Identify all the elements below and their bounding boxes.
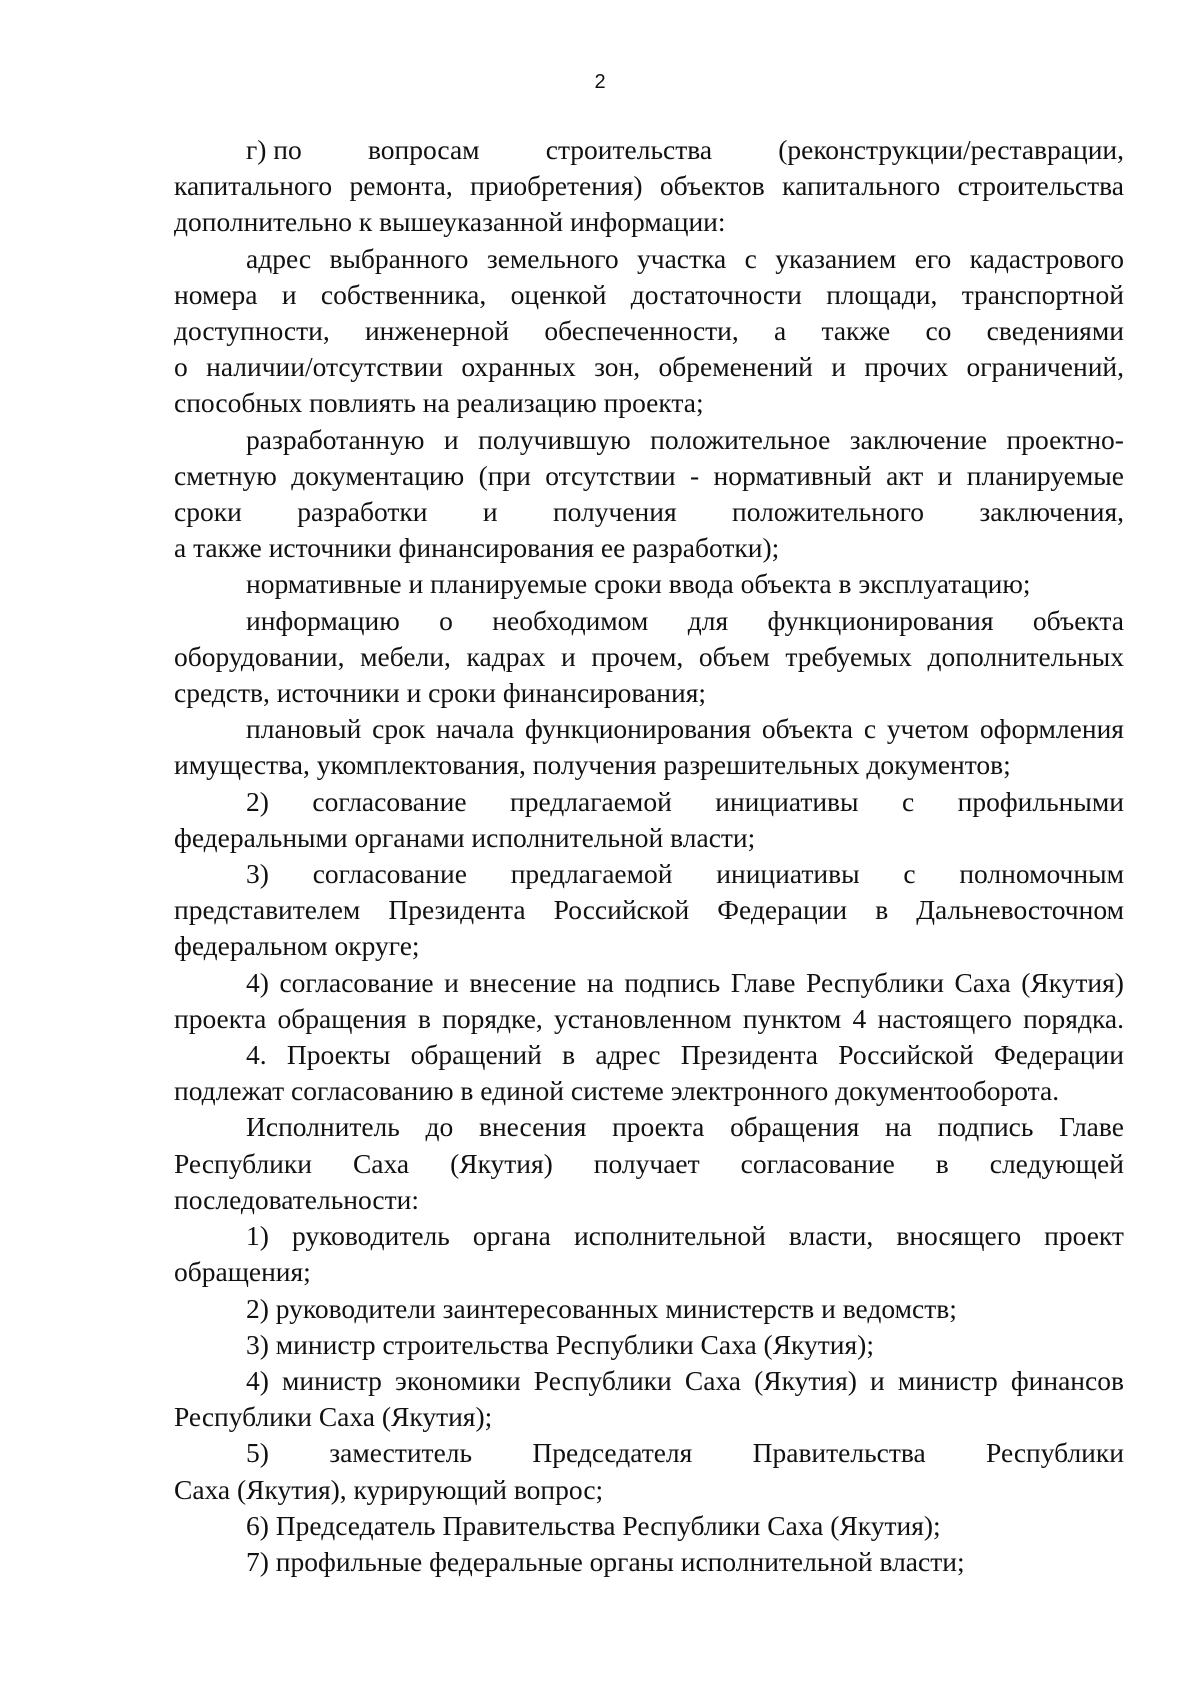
word: с — [744, 242, 757, 274]
word: оборудовании, — [174, 640, 345, 672]
word: его — [914, 242, 952, 274]
page-number: 2 — [594, 71, 606, 93]
word: вопросам — [367, 134, 480, 165]
text-line: имущества, укомплектования, получения разрешительных документов; — [174, 749, 1011, 781]
list-item-2-federal-agencies — [174, 784, 1124, 856]
word: ремонта, — [349, 170, 453, 202]
word: Республики — [533, 1364, 672, 1396]
word: акт — [886, 459, 924, 491]
text-line: 6) Председатель Правительства Республики Саха (Якутия); — [246, 1509, 941, 1541]
word: инициативы — [716, 858, 860, 890]
word: обращения — [277, 1002, 407, 1034]
word: - — [690, 459, 700, 491]
word: 2) — [246, 785, 269, 817]
text-line: дополнительно к вышеуказанной информации: — [174, 206, 726, 238]
word: обращения — [730, 1111, 860, 1143]
word: Главе — [730, 966, 796, 998]
word: охранных — [461, 351, 576, 383]
word: с — [901, 785, 915, 817]
word: приобретения) — [470, 170, 643, 202]
word: Федерации — [717, 894, 848, 926]
word: (при — [478, 459, 531, 491]
word: обременений — [658, 351, 813, 383]
word: оформления — [979, 713, 1124, 745]
word: Президента — [680, 1039, 818, 1071]
word: Федерации — [994, 1039, 1124, 1071]
word: обращений — [410, 1039, 542, 1071]
word: (Якутия) — [754, 1364, 857, 1396]
paragraph-planned-start — [174, 711, 1124, 783]
text-line: 2) руководители заинтересованных министерств и ведомств; — [246, 1292, 957, 1324]
word: заключение — [849, 423, 988, 455]
text-line — [174, 277, 1124, 313]
word: кадастрового — [969, 242, 1124, 274]
word: порядке, — [442, 1002, 543, 1034]
text-line: федеральными органами исполнительной власти; — [174, 821, 756, 853]
word: Президента — [388, 894, 526, 926]
word: инженерной — [364, 315, 510, 347]
word: с — [863, 713, 877, 745]
word: собственника, — [320, 278, 487, 310]
approval-item-3 — [174, 1327, 1124, 1363]
text-line — [174, 1109, 1124, 1145]
word: Российской — [553, 894, 690, 926]
word: и — [937, 459, 953, 491]
text-line: 7) профильные федеральные органы исполнительной власти; — [246, 1545, 965, 1577]
word: объектов — [659, 170, 765, 202]
word: Председателя — [532, 1437, 693, 1469]
word: и — [443, 423, 459, 455]
word: предлагаемой — [510, 858, 673, 890]
word: внесение — [469, 966, 577, 998]
word: Дальневосточном — [916, 894, 1124, 926]
word: в — [935, 1147, 949, 1179]
word: власти, — [788, 1220, 874, 1252]
section-4-draft-appeals — [174, 1037, 1124, 1109]
word: номера — [174, 278, 258, 310]
word: со — [925, 315, 952, 347]
word: (Якутия) — [1021, 966, 1124, 998]
word: и — [831, 351, 846, 383]
word: разработанную — [246, 423, 425, 455]
text-line — [174, 1363, 1124, 1399]
word: требуемых — [785, 640, 912, 672]
word: до — [425, 1111, 454, 1143]
word: ограничений, — [966, 351, 1124, 383]
text-line: последовательности: — [174, 1183, 420, 1215]
word: представителем — [174, 894, 361, 926]
word: Республики — [174, 1147, 312, 1179]
word: 4) — [246, 966, 269, 998]
word: начала — [436, 713, 515, 745]
word: министр — [897, 1364, 998, 1396]
word: Исполнитель — [246, 1111, 400, 1143]
word: 1) — [246, 1220, 269, 1252]
word: выбранного — [329, 242, 469, 274]
word: обеспеченности, — [544, 315, 739, 347]
word: для — [687, 604, 729, 636]
text-line — [174, 349, 1124, 385]
word: разработки — [297, 496, 428, 528]
word: Саха — [684, 1364, 742, 1396]
word: о — [174, 351, 188, 383]
text-line — [174, 965, 1124, 1001]
word: (Якутия) — [450, 1147, 553, 1179]
word: Правительства — [752, 1437, 926, 1469]
word: зон, — [594, 351, 641, 383]
word: прочих — [864, 351, 949, 383]
word: адрес — [595, 1039, 661, 1071]
word: 4. — [246, 1039, 267, 1071]
word: в — [417, 1002, 431, 1034]
text-line: способных повлиять на реализацию проекта; — [174, 387, 704, 419]
word: информацию — [246, 604, 400, 636]
word: проектно- — [1006, 423, 1124, 455]
word: положительного — [732, 496, 924, 528]
text-line — [174, 168, 1124, 204]
word: подпись — [937, 1111, 1034, 1143]
word: органа — [472, 1220, 551, 1252]
word: 4 — [852, 1002, 867, 1034]
word: земельного — [486, 242, 619, 274]
text-line — [174, 1037, 1124, 1073]
word: планируемые — [966, 459, 1124, 491]
word: и — [281, 278, 297, 310]
text-line — [174, 132, 1124, 168]
word: Проекты — [286, 1039, 391, 1071]
word: сведениями — [986, 315, 1124, 347]
word: порядка. — [1023, 1002, 1124, 1034]
word: г) по — [246, 134, 302, 165]
list-item-3-plenipotentiary — [174, 856, 1124, 965]
paragraph-approval-sequence — [174, 1109, 1124, 1218]
text-line — [174, 422, 1124, 458]
text-line — [174, 603, 1124, 639]
word: строительства — [957, 170, 1124, 202]
word: согласование — [740, 1147, 895, 1179]
text-line — [174, 241, 1124, 277]
paragraph-design-documentation — [174, 422, 1124, 567]
text-line — [174, 892, 1124, 928]
paragraph-land-plot-address — [174, 241, 1124, 422]
approval-item-6 — [174, 1508, 1124, 1544]
text-line: Республики Саха (Якутия); — [174, 1401, 493, 1433]
word: отсутствии — [545, 459, 676, 491]
word: руководитель — [292, 1220, 450, 1252]
word: полномочным — [959, 858, 1124, 890]
text-line — [174, 856, 1124, 892]
word: объекта — [1032, 604, 1124, 636]
word: пунктом — [742, 1002, 842, 1034]
word: и — [870, 1364, 885, 1396]
word: настоящего — [877, 1002, 1012, 1034]
word: вносящего — [896, 1220, 1022, 1252]
word: срок — [372, 713, 426, 745]
word: капитального — [782, 170, 941, 202]
text-line — [174, 1146, 1124, 1182]
word: заключения, — [979, 496, 1124, 528]
text-line: Саха (Якутия), курирующий вопрос; — [174, 1473, 604, 1505]
word: площади, — [826, 278, 938, 310]
word: функционирования — [525, 713, 752, 745]
word: плановый — [246, 713, 362, 745]
word: Саха — [352, 1147, 410, 1179]
word: министр — [282, 1364, 382, 1396]
text-line: а также источники финансирования ее разработки); — [174, 532, 780, 564]
text-line: нормативные и планируемые сроки ввода объекта в эксплуатацию; — [246, 568, 1031, 600]
document-body — [174, 132, 1124, 1580]
word: и — [482, 496, 498, 528]
word: согласование — [312, 785, 467, 817]
word: доступности, — [174, 315, 330, 347]
word: Республики — [986, 1437, 1124, 1469]
word: участка — [637, 242, 727, 274]
text-line — [174, 711, 1124, 747]
paragraph-construction-questions — [174, 132, 1124, 241]
word: строительства — [545, 134, 713, 165]
word: сроки — [174, 496, 242, 528]
text-line: средств, источники и сроки финансирования; — [174, 677, 706, 709]
word: с — [903, 858, 916, 890]
approval-item-2 — [174, 1291, 1124, 1327]
word: подпись — [624, 966, 721, 998]
text-line — [174, 639, 1124, 675]
word: учетом — [886, 713, 969, 745]
word: Главе — [1059, 1111, 1124, 1143]
text-line: федеральном округе; — [174, 930, 420, 962]
word: экономики — [395, 1364, 521, 1396]
word: в — [875, 894, 889, 926]
word: согласование — [279, 966, 434, 998]
text-line: 3) министр строительства Республики Саха (Якутия); — [246, 1328, 874, 1360]
word: установленном — [554, 1002, 732, 1034]
list-item-4-head-signature — [174, 965, 1124, 1037]
word: а — [774, 315, 787, 347]
text-line — [174, 784, 1124, 820]
word: оценкой — [510, 278, 607, 310]
word: транспортной — [961, 278, 1124, 310]
word: капитального — [174, 170, 333, 202]
text-line — [174, 313, 1124, 349]
word: исполнительной — [573, 1220, 766, 1252]
word: Российской — [838, 1039, 974, 1071]
word: функционирования — [767, 604, 994, 636]
text-line — [174, 1001, 1124, 1037]
word: Саха — [954, 966, 1011, 998]
word: в — [562, 1039, 576, 1071]
word: заместитель — [329, 1437, 473, 1469]
approval-item-1 — [174, 1218, 1124, 1290]
word: (реконструкции/реставрации, — [778, 134, 1124, 165]
word: прочем, — [591, 640, 684, 672]
paragraph-commissioning-terms — [174, 566, 1124, 602]
word: проекта — [174, 1002, 267, 1034]
word: и — [444, 966, 459, 998]
word: адрес — [246, 242, 312, 274]
word: кадрах — [466, 640, 546, 672]
word: положительное — [650, 423, 831, 455]
approval-item-7 — [174, 1544, 1124, 1580]
word: на — [884, 1111, 912, 1143]
word: мебели, — [360, 640, 451, 672]
word: получения — [552, 496, 677, 528]
word: объекта — [761, 713, 853, 745]
word: получившую — [478, 423, 631, 455]
text-line: подлежат согласованию в единой системе электронного документооборота. — [174, 1075, 1060, 1107]
paragraph-equipment-info — [174, 603, 1124, 712]
word: дополнительных — [927, 640, 1124, 672]
word: объем — [698, 640, 770, 672]
word: 5) — [246, 1437, 269, 1469]
word: финансов — [1010, 1364, 1124, 1396]
word: сметную — [174, 459, 277, 491]
word: получает — [593, 1147, 700, 1179]
word: проект — [1044, 1220, 1124, 1252]
text-line: обращения; — [174, 1256, 311, 1288]
word: внесения — [478, 1111, 587, 1143]
text-line — [174, 458, 1124, 494]
word: необходимом — [492, 604, 649, 636]
word: наличии/отсутствии — [206, 351, 443, 383]
word: о — [439, 604, 453, 636]
text-line — [174, 494, 1124, 530]
word: и — [561, 640, 576, 672]
word: указанием — [775, 242, 897, 274]
word: нормативный — [713, 459, 872, 491]
word: согласование — [312, 858, 467, 890]
word: проекта — [612, 1111, 705, 1143]
approval-item-4 — [174, 1363, 1124, 1435]
word: 4) — [246, 1364, 269, 1396]
approval-item-5 — [174, 1435, 1124, 1507]
word: профильными — [957, 785, 1124, 817]
word: предлагаемой — [510, 785, 672, 817]
word: Республики — [806, 966, 944, 998]
word: инициативы — [715, 785, 859, 817]
text-line — [174, 1218, 1124, 1254]
word: документацию — [291, 459, 465, 491]
word: следующей — [989, 1147, 1124, 1179]
word: 3) — [246, 858, 269, 890]
word: также — [821, 315, 891, 347]
word: достаточности — [630, 278, 802, 310]
word: на — [586, 966, 614, 998]
text-line — [174, 1435, 1124, 1471]
